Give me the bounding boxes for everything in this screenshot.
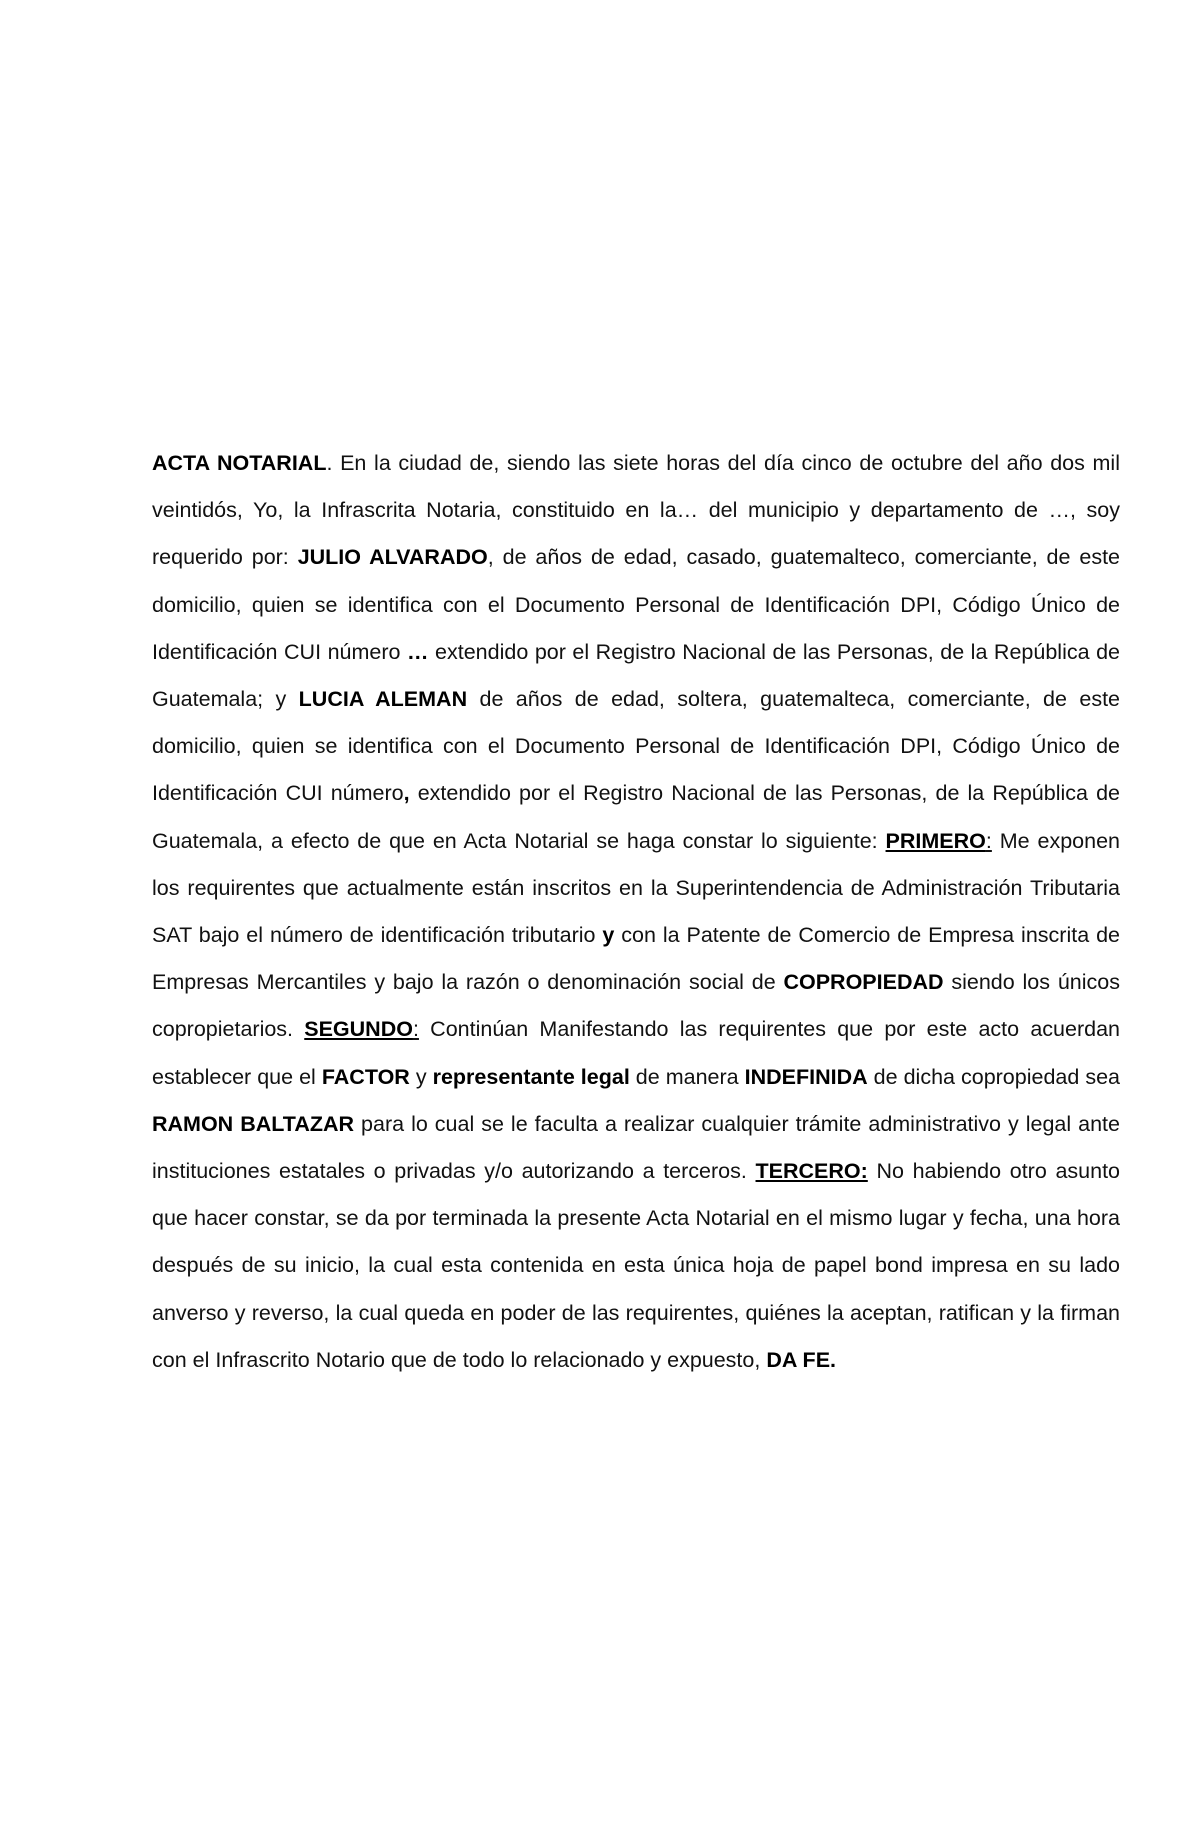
text-span: de años de edad, soltera, guatemalteca, comerciante, de este domicilio, quien se identifica con el Documento Personal de Identificación DPI, Código Único de Identificación CUI número — [152, 687, 1120, 806]
bold-span: y — [602, 923, 615, 948]
text-span: , de años de edad, casado, guatemalteco, comerciante, de este domicilio, quien se identifica con el Documento Personal de Identificación DPI, Código Único de Identificación CUI número — [152, 545, 1121, 664]
text-span: extendido por el Registro Nacional de las Personas, de la República de Guatemala, a efecto de que en Acta Notarial se haga constar lo siguiente: — [152, 781, 1120, 853]
text-span: de dicha copropiedad sea — [867, 1064, 1120, 1089]
bold-underlined-heading — [886, 829, 986, 853]
acta-notarial-paragraph — [152, 440, 1120, 1384]
bold-span: ACTA NOTARIAL — [152, 451, 327, 475]
bold-span: , — [403, 781, 410, 806]
bold-span: DA FE. — [766, 1347, 837, 1372]
bold-span: INDEFINIDA — [744, 1064, 868, 1089]
bold-span: JULIO ALVARADO — [297, 545, 488, 570]
bold-span: FACTOR — [321, 1064, 410, 1089]
text-span: extendido por el Registro Nacional de las Personas, de la República de Guatemala; y — [152, 639, 1120, 712]
bold-span: representante legal — [432, 1064, 630, 1089]
underlined-span: : — [985, 828, 992, 853]
underlined-span: PRIMERO — [885, 828, 986, 853]
text-span: con la Patente de Comercio de Empresa inscrita de Empresas Mercantiles y bajo la razón o denominación social de — [152, 923, 1120, 995]
text-span: para lo cual se le faculta a realizar cualquier trámite administrativo y legal ante instituciones estatales o privadas y/o autorizando a terceros. — [152, 1111, 1120, 1184]
text-span: siendo los únicos copropietarios. — [152, 970, 1120, 1042]
text-span: y — [409, 1064, 433, 1089]
underlined-span: SEGUNDO — [304, 1017, 413, 1042]
text-span: Continúan Manifestando las requirentes que por este acto acuerdan establecer que el — [152, 1017, 1120, 1089]
text-span: de manera — [629, 1064, 745, 1089]
underlined-span: : — [412, 1017, 419, 1042]
bold-underlined-heading — [304, 1017, 413, 1041]
underlined-span: TERCERO: — [755, 1159, 868, 1184]
bold-underlined-heading — [756, 1159, 868, 1183]
text-span: No habiendo otro asunto que hacer constar, se da por terminada la presente Acta Notarial en el mismo lugar y fecha, una hora después de su inicio, la cual esta contenida en esta única hoja de papel bond impresa en su lado anverso y reverso, la cual queda en poder de las requirentes, quiénes la aceptan, ratifican y la firman con el Infrascrito Notario que de todo lo relacionado y expuesto, — [152, 1159, 1120, 1372]
bold-span: COPROPIEDAD — [783, 970, 944, 995]
text-span: Me exponen los requirentes que actualmente están inscritos en la Superintendencia de Administración Tributaria SAT bajo el número de identificación tributario — [152, 828, 1120, 948]
bold-span: RAMON BALTAZAR — [152, 1111, 355, 1136]
text-span: . En la ciudad de, siendo las siete horas del día cinco de octubre del año dos mil veintidós, Yo, la Infrascrita Notaria, constituido en la… del municipio y departamento de …, soy requerido por: — [152, 451, 1120, 570]
bold-span: LUCIA ALEMAN — [298, 687, 468, 712]
bold-span: … — [407, 639, 429, 664]
